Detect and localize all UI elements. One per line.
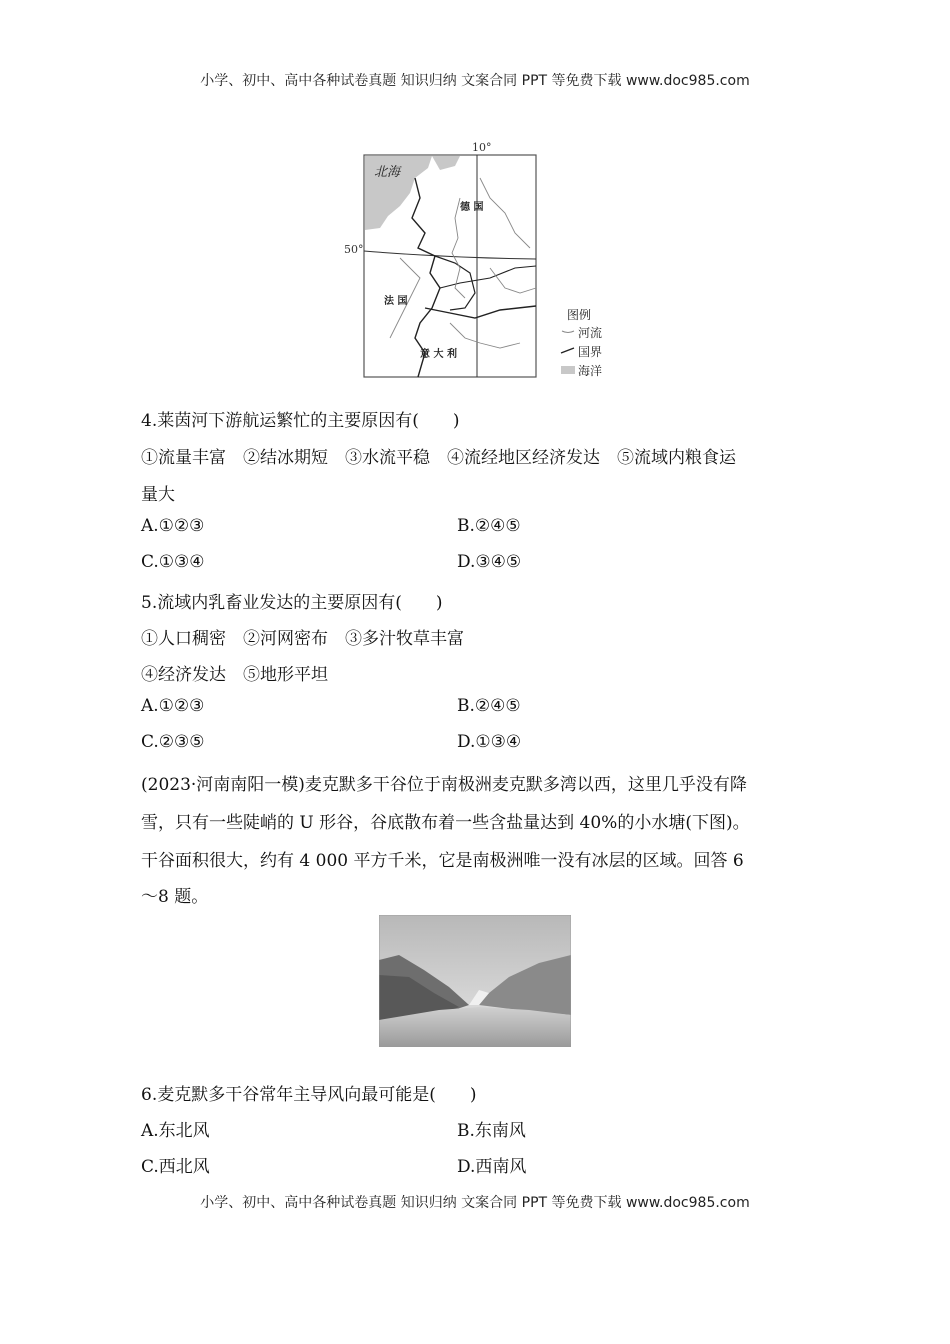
q4-option-c: C.①③④ — [141, 552, 205, 572]
q4-option-d: D.③④⑤ — [457, 552, 522, 572]
q6-option-b: B.东南风 — [457, 1121, 526, 1141]
legend-river-icon — [562, 331, 574, 333]
q4-option-a: A.①②③ — [141, 516, 205, 536]
page-header: 小学、初中、高中各种试卷真题 知识归纳 文案合同 PPT 等免费下载 www.doc985.com — [200, 73, 750, 89]
passage-line1: (2023·河南南阳一模)麦克默多干谷位于南极洲麦克默多湾以西，这里几乎没有降 — [141, 775, 747, 795]
dry-valley-photo — [379, 915, 571, 1047]
map-legend — [561, 307, 602, 378]
italy-label: 意 大 利 — [420, 349, 457, 360]
germany-label: 德 国 — [460, 202, 484, 213]
legend-border-label: 国界 — [578, 345, 603, 359]
passage-line2: 雪，只有一些陡峭的 U 形谷，谷底散布着一些含盐量达到 40%的小水塘(下图)。 — [141, 813, 750, 833]
q6-option-d: D.西南风 — [457, 1157, 527, 1177]
q4-items-line1: ①流量丰富 ②结冰期短 ③水流平稳 ④流经地区经济发达 ⑤流域内粮食运 — [141, 448, 736, 468]
sea-label: 北海 — [374, 165, 401, 180]
q5-option-a: A.①②③ — [141, 696, 205, 716]
legend-border-icon — [561, 348, 574, 353]
rhine-region-map — [340, 138, 620, 383]
q5-stem: 5.流域内乳畜业发达的主要原因有( ) — [141, 593, 443, 613]
q5-items-line2: ④经济发达 ⑤地形平坦 — [141, 665, 328, 685]
legend-sea-label: 海洋 — [578, 364, 603, 378]
q4-items-line2: 量大 — [141, 485, 175, 505]
q4-stem: 4.莱茵河下游航运繁忙的主要原因有( ) — [141, 411, 460, 431]
latitude-label: 50° — [344, 243, 364, 256]
q6-stem: 6.麦克默多干谷常年主导风向最可能是( ) — [141, 1085, 477, 1105]
page-footer: 小学、初中、高中各种试卷真题 知识归纳 文案合同 PPT 等免费下载 www.doc985.com — [200, 1195, 750, 1211]
q4-option-b: B.②④⑤ — [457, 516, 521, 536]
legend-title: 图例 — [567, 308, 592, 322]
q5-option-c: C.②③⑤ — [141, 732, 205, 752]
q5-option-d: D.①③④ — [457, 732, 522, 752]
france-label: 法 国 — [384, 296, 408, 307]
q5-option-b: B.②④⑤ — [457, 696, 521, 716]
passage-line3: 干谷面积很大，约有 4 000 平方千米，它是南极洲唯一没有冰层的区域。回答 6 — [141, 851, 744, 871]
legend-river-label: 河流 — [578, 326, 603, 340]
q6-option-a: A.东北风 — [141, 1121, 210, 1141]
q6-option-c: C.西北风 — [141, 1157, 210, 1177]
longitude-label: 10° — [472, 141, 492, 154]
legend-sea-icon — [561, 366, 575, 374]
q5-items-line1: ①人口稠密 ②河网密布 ③多汁牧草丰富 — [141, 629, 464, 649]
passage-line4: ～8 题。 — [141, 887, 209, 907]
